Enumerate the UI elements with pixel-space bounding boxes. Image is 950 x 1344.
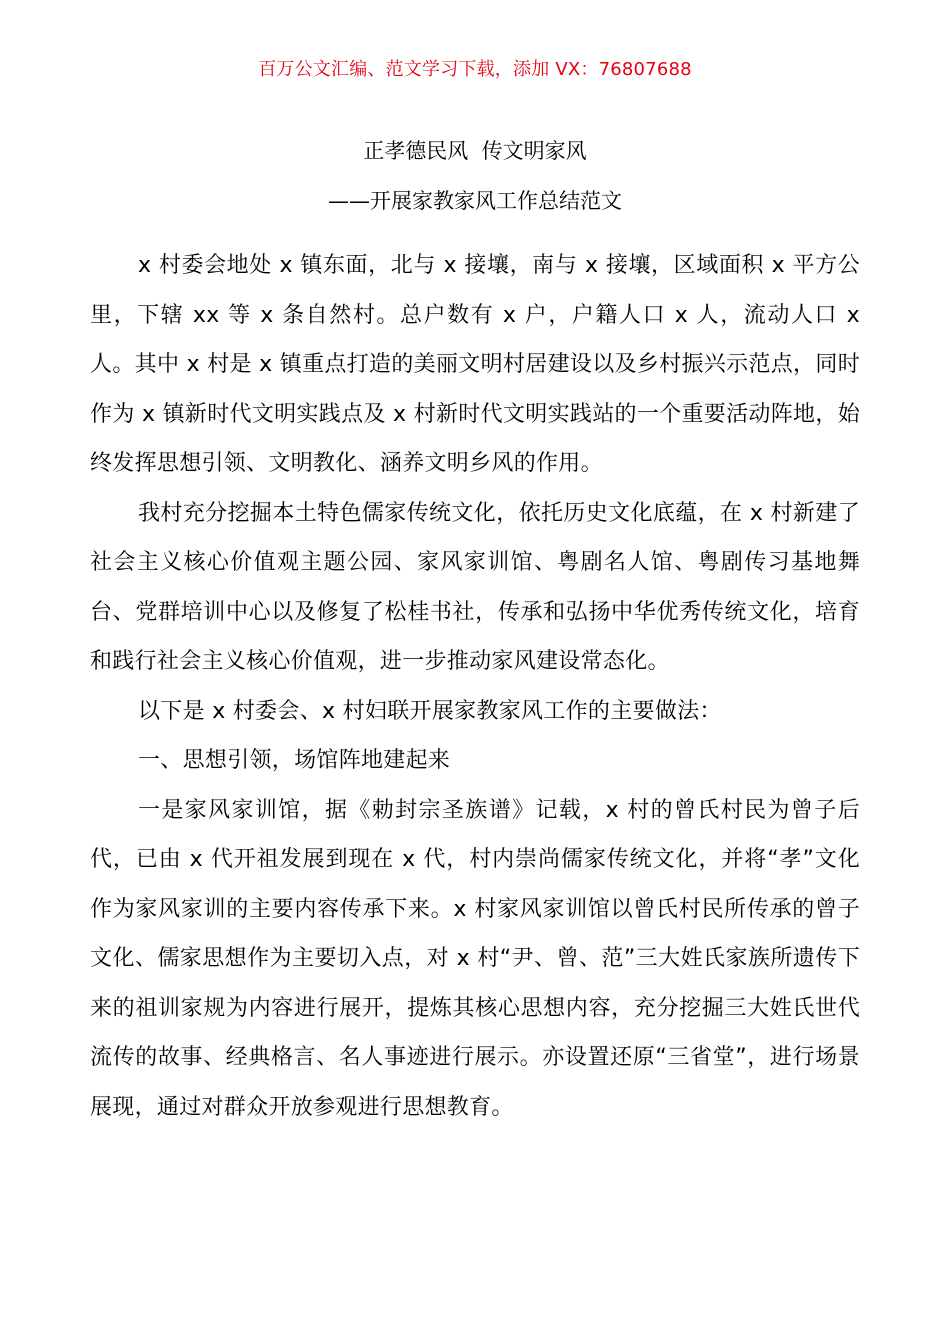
section-heading-1: 一、思想引领，场馆阵地建起来 bbox=[138, 748, 451, 773]
document-title: 正孝德民风 传文明家风 bbox=[363, 139, 587, 163]
document-body bbox=[90, 241, 860, 1132]
document-subtitle: ——开展家教家风工作总结范文 bbox=[328, 189, 622, 213]
header-watermark-note: 百万公文汇编、范文学习下载，添加 VX：76807688 bbox=[258, 59, 692, 80]
paragraph-family-hall: 一是家风家训馆，据《勅封宗圣族谱》记载，x 村的曾氏村民为曾子后代，已由 x 代开祖发展到现在 x 代，村内崇尚儒家传统文化，并将“孝”文化作为家风家训的主要内容传承下来。x 村家风家训馆以曾氏村民所传承的曾子文化、儒家思想作为主要切入点，对 x 村“尹、曾、范”三大姓氏家族所遗传下来的祖训家规为内容进行展开，提炼其核心思想内容，充分挖掘三大姓氏世代流传的故事、经典格言、名人事迹进行展示。亦设置还原“三省堂”，进行场景展现，通过对群众开放参观进行思想教育。 bbox=[90, 797, 860, 1120]
paragraph-village-overview: x 村委会地处 x 镇东面，北与 x 接壤，南与 x 接壤，区域面积 x 平方公里，下辖 xx 等 x 条自然村。总户数有 x 户，户籍人口 x 人，流动人口 x 人。其中 x 村是 x 镇重点打造的美丽文明村居建设以及乡村振兴示范点，同时作为 x 镇新时代文明实践点及 x 村新时代文明实践站的一个重要活动阵地，始终发挥思想引领、文明教化、涵养文明乡风的作用。 bbox=[90, 253, 860, 476]
paragraph-main-practices-intro: 以下是 x 村委会、x 村妇联开展家教家风工作的主要做法： bbox=[138, 698, 722, 724]
paragraph-culture-facilities: 我村充分挖掘本土特色儒家传统文化，依托历史文化底蕴，在 x 村新建了社会主义核心价值观主题公园、家风家训馆、粤剧名人馆、粤剧传习基地舞台、党群培训中心以及修复了松桂书社，传承和弘扬中华优秀传统文化，培育和践行社会主义核心价值观，进一步推动家风建设常态化。 bbox=[90, 500, 860, 674]
